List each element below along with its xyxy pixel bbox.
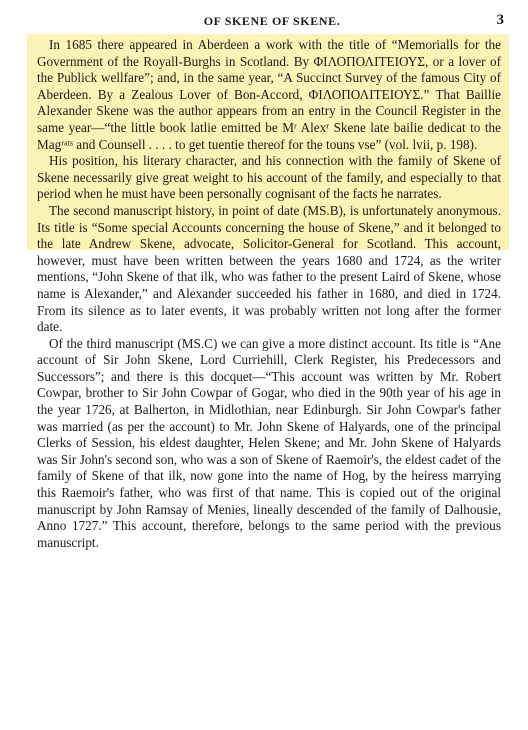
running-title: OF SKENE OF SKENE. (203, 14, 341, 28)
paragraph-position: His position, his literary character, and his connection with the family of Skene of Skene necessarily give great weight to his account of the family, and especially to that period when he must have been personally cognisant of the facts he narrates. (37, 153, 501, 202)
page-number: 3 (496, 12, 504, 28)
paragraph-third-manuscript: Of the third manuscript (MS.C) we can give a more distinct account. Its title is “Ane account of Sir John Skene, Lord Curriehill, Clerk Register, his Predecessors and Successors”; and there is this docquet—“This account was written by Mr. Robert Cowpar, brother to Sir John Cowpar of Gogar, who died in the 90th year of his age in the year 1726, at Balherton, in Midlothian, near Edinburgh. Sir John Cowpar's father was married (as per the account) to Mr. John Skene of Halyards, one of the principal Clerks of Session, his eldest daughter, Helen Skene; and Mr. John Skene of Halyards was Sir John's second son, who was a son of Skene of Raemoir's, the eldest cadet of the family of Skene of that ilk, now gone into the name of Hog, by the heiress marrying this Raemoir's father, who was first of that name. This is copied out of the original manuscript by John Ramsay of Menies, lineally descended of the family of Dalhousie, Anno 1727.” This account, therefore, belongs to the same period with the previous manuscript. (37, 335, 501, 550)
paragraph-memorialls: In 1685 there appeared in Aberdeen a work with the title of “Memorialls for the Government of the Royall-Burghs in Scotland. By ΦΙΛΟΠΟΛΙΤΕΙΟΥΣ, or a lover of the Publick wellfare”; and, in the same year, “A Succinct Survey of the famous City of Aberdeen. By a Zealous Lover of Bon-Accord, ΦΙΛΟΠΟΛΙΤΕΙΟΥΣ.” That Baillie Alexander Skene was the author appears from an entry in the Council Register in the same year—“the little book latlie emitted be Mʳ Alexʳ Skene late bailie dedicat to the Magʳᵃᵗˢ and Counsell . . . . to get tuentie thereof for the touns vse” (vol. lvii, p. 198). (37, 37, 501, 152)
body-text (37, 37, 501, 551)
running-head (38, 14, 506, 32)
paragraph-second-manuscript: The second manuscript history, in point of date (MS.B), is unfortunately anonymous. Its title is “Some special Accounts concerning the house of Skene,” and it belonged to the late Andrew Skene, advocate, Solicitor-General for Scotland. This account, however, must have been written between the years 1680 and 1724, as the writer mentions, “John Skene of that ilk, who was father to the present Laird of Skene, whose name is Alexander,” and Alexander succeeded his father in 1680, and died in 1724. From its silence as to later events, it was probably written not long after the former date. (37, 202, 501, 335)
